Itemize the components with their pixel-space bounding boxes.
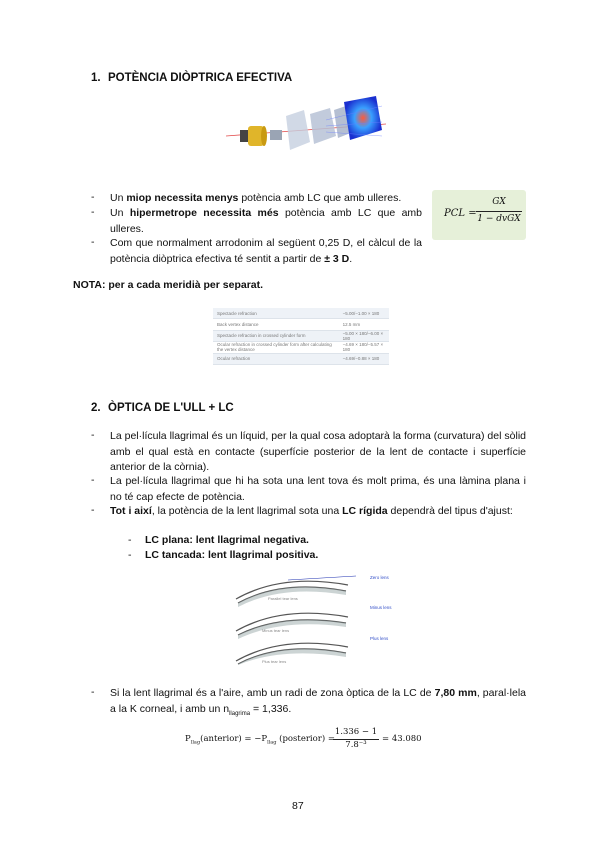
- table-row: Ocular refraction −4.69/−0.88 × 180: [213, 353, 389, 364]
- formula-denominator: 1 − dvGX: [477, 214, 521, 224]
- equation-result: = 43.080: [382, 734, 422, 744]
- table-row: Spectacle refraction −5.00/−1.00 × 180: [213, 308, 389, 319]
- tear-lens-equation: $P_{llag}(anterior) = -P_{llag}$ (posterior) = 1.336 − 1 7.8⁻³ = 43.080: [185, 727, 422, 750]
- section1-number: 1.: [91, 72, 101, 84]
- bullet-dash: -: [91, 429, 95, 441]
- table-row: Spectacle refraction in crossed cylinder form −5.00 × 180/−6.00 × 180: [213, 330, 389, 341]
- equation-numerator: 1.336 − 1: [334, 727, 378, 737]
- tear-lens-diagram: [232, 571, 392, 665]
- section2-title: ÒPTICA DE L'ULL + LC: [108, 402, 234, 414]
- bullet-6: Tot i així, la potència de la lent llagrimal sota una LC rígida dependrà del tipus d'ajust:: [110, 505, 513, 517]
- diagram-label-bottom: Plus tear lens: [262, 659, 287, 664]
- refraction-table: [213, 308, 389, 375]
- page-number: 87: [292, 800, 304, 812]
- formula-bar: [476, 211, 522, 212]
- table-row: Back vertex distance 12.5 mm: [213, 319, 389, 330]
- bullet-dash: -: [91, 504, 95, 516]
- formula-numerator: GX: [492, 197, 506, 207]
- bullet-3: Com que normalment arrodonim al següent 0,25 D, el càlcul de la potència diòptrica efectiva té sentit a partir de ± 3 D.: [110, 237, 422, 265]
- sub-bullet-1: LC plana: lent llagrimal negativa.: [145, 534, 309, 546]
- bullet-1: Un miop necessita menys potència amb LC que amb ulleres.: [110, 192, 402, 204]
- diagram-label-bottom-right: Plus lens: [370, 636, 389, 641]
- bullet-dash: -: [91, 474, 95, 486]
- nota: NOTA: per a cada meridià per separat.: [73, 279, 264, 291]
- formula-lhs: PCL =: [444, 208, 477, 219]
- diagram-label-top: Parallel tear lens: [268, 596, 298, 601]
- sub-bullet-dash: -: [128, 534, 132, 546]
- bullet-dash: -: [91, 686, 95, 698]
- section1-title: POTÈNCIA DIÒPTRICA EFECTIVA: [108, 72, 293, 84]
- sub-bullet-2: LC tancada: lent llagrimal positiva.: [145, 549, 319, 561]
- bullet-7: Si la lent llagrimal és a l'aire, amb un radi de zona òptica de la LC de 7,80 mm, paral·lela a la K corneal, i amb un $n_{llagrima} = 1,336$.: [110, 687, 526, 717]
- bullet-dash: -: [91, 191, 95, 203]
- diagram-label-mid-right: Minus lens: [370, 605, 392, 610]
- bullet-2: Un hipermetrope necessita més potència amb LC que amb ulleres.: [110, 207, 423, 235]
- optics-illustration: [226, 96, 386, 160]
- table-row: Ocular refraction in crossed cylinder form after calculating the vertex distance −4.69 × 180/−5.57 × 180: [213, 342, 389, 353]
- bullet-5: La pel·lícula llagrimal que hi ha sota una lent tova és molt prima, és una làmina plana i no té cap efecte de potència.: [110, 475, 526, 503]
- sub-bullet-dash: -: [128, 549, 132, 561]
- formula-box: [432, 190, 526, 240]
- section2-number: 2.: [91, 402, 101, 414]
- bullet-4: La pel·lícula llagrimal és un líquid, per la qual cosa adoptarà la forma (curvatura) del sòlid amb el qual està en contacte (superfície posterior de la lent de contacte i superfície anterior de la còrnia).: [110, 430, 526, 473]
- bullet-dash: -: [91, 236, 95, 248]
- diagram-label-top-right: Zero lens: [370, 575, 389, 580]
- diagram-label-mid: Minus tear lens: [262, 628, 290, 633]
- bullet-dash: -: [91, 206, 95, 218]
- equation-denominator: 7.8⁻³: [345, 740, 367, 750]
